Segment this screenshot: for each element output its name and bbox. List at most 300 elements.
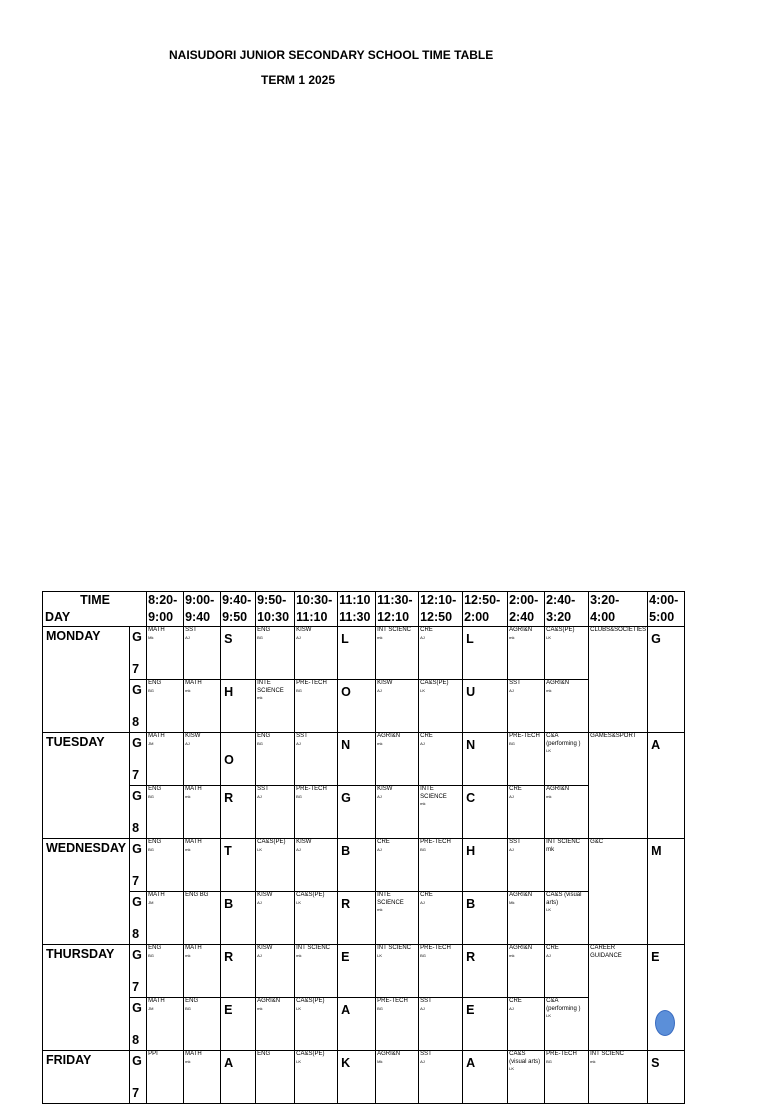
subject: PRE-TECH: [546, 1051, 577, 1057]
lunch-letter: B: [463, 892, 508, 945]
break-letter: K: [338, 1051, 376, 1104]
teacher-initials: LK: [546, 907, 552, 912]
lunch-letter: U: [463, 680, 508, 733]
subject: AGRI&N: [546, 786, 570, 792]
lunch-letter: A: [463, 1051, 508, 1104]
slot-end: 11:10: [296, 610, 328, 624]
subject: ENG: [148, 680, 162, 686]
teacher-initials: BG: [148, 846, 154, 852]
teacher-initials: LK: [546, 634, 552, 640]
grade-letter: G: [132, 948, 142, 962]
lesson-cell: [295, 733, 338, 786]
lesson-cell: [256, 627, 295, 680]
break-letter: L: [338, 627, 376, 680]
teacher-initials: AJ: [377, 846, 382, 852]
subject: ENG: [185, 998, 199, 1004]
subject: CRE: [377, 839, 390, 845]
subject: MATH: [185, 945, 202, 951]
grade-letter: G: [132, 736, 142, 750]
document-term: TERM 1 2025: [261, 73, 336, 87]
subject: ENG BG: [185, 892, 209, 898]
slot-end: 9:50: [222, 610, 248, 624]
teacher-initials: mk: [185, 846, 191, 852]
slot-end: 9:00: [148, 610, 174, 624]
break-letter: R: [338, 892, 376, 945]
time-slot-header: [338, 592, 376, 627]
slot-start: 11:10: [339, 593, 371, 607]
grade-number: 8: [132, 715, 140, 729]
subject: CA&S (visual arts): [509, 1051, 541, 1065]
teacher-initials: mk: [420, 801, 426, 806]
teacher-initials: mk: [185, 952, 191, 958]
teacher-initials: AJ: [185, 740, 190, 746]
lesson-cell: [419, 680, 463, 733]
time-slot-header: [508, 592, 545, 627]
teacher-initials: AJ: [377, 793, 382, 799]
teacher-initials: AJ: [420, 1058, 425, 1064]
time-label: TIME: [80, 593, 110, 607]
subject: KISW: [377, 786, 393, 792]
lesson-cell: [147, 680, 184, 733]
subject: CRE: [420, 733, 433, 739]
subject: AGRI&N: [509, 945, 533, 951]
break-letter: A: [221, 1051, 256, 1104]
teacher-initials: mk: [185, 1058, 191, 1064]
subject: PRE-TECH: [377, 998, 408, 1004]
lesson-cell: [545, 892, 589, 945]
teacher-initials: mk: [546, 793, 552, 799]
lesson-cell: [508, 892, 545, 945]
teacher-initials: AJ: [257, 952, 262, 958]
slot-start: 11:30-: [377, 593, 413, 607]
teacher-initials: JM: [148, 1005, 154, 1011]
day-row-g8: [43, 680, 685, 733]
teacher-initials: AJ: [420, 634, 425, 640]
slot-end: 12:10: [377, 610, 410, 624]
lesson-cell: [419, 786, 463, 839]
slot-start: 12:50-: [464, 593, 501, 607]
lesson-cell: [184, 627, 221, 680]
lesson-cell: [184, 945, 221, 998]
teacher-initials: mk: [546, 687, 552, 693]
subject: INT SCIENC: [296, 945, 331, 951]
time-slot-header: [147, 592, 184, 627]
time-slot-header: [648, 592, 685, 627]
slot-start: 3:20-: [590, 593, 620, 607]
lesson-cell: [184, 786, 221, 839]
subject: CA&S(PE): [420, 680, 449, 686]
grade-label: [130, 786, 147, 839]
time-slot-header: [419, 592, 463, 627]
lesson-cell: [295, 839, 338, 892]
header-row: [43, 592, 685, 627]
slot-start: 4:00-: [649, 593, 679, 607]
teacher-initials: mk: [509, 952, 515, 958]
lesson-cell: [376, 945, 419, 998]
lesson-cell: [508, 627, 545, 680]
slot-start: 2:40-: [546, 593, 576, 607]
break-letter: A: [338, 998, 376, 1051]
lesson-cell: [256, 892, 295, 945]
subject: ENG: [257, 627, 271, 633]
lesson-cell: [508, 998, 545, 1051]
subject: INTE SCIENCE: [420, 786, 447, 800]
subject: PPI: [148, 1051, 158, 1057]
teacher-initials: BG: [509, 740, 515, 746]
subject: ENG: [257, 1051, 271, 1057]
day-row-g8: [43, 998, 685, 1051]
teacher-initials: AJ: [509, 1005, 514, 1011]
lesson-cell: [419, 945, 463, 998]
day-row-g7: [43, 1051, 685, 1104]
day-row-g7: [43, 627, 685, 680]
break-letter: B: [338, 839, 376, 892]
teacher-initials: BG: [148, 793, 154, 799]
lesson-cell: [147, 892, 184, 945]
day-row-g8: [43, 892, 685, 945]
lunch-letter: E: [463, 998, 508, 1051]
grade-letter: G: [132, 1054, 142, 1068]
grade-number: 7: [132, 1086, 140, 1100]
games-letter: S: [648, 1051, 685, 1104]
lesson-cell: [376, 680, 419, 733]
subject: CA&S(PE): [257, 839, 286, 845]
lesson-cell: [508, 945, 545, 998]
teacher-initials: LK: [377, 952, 383, 958]
day-name: MONDAY: [43, 627, 130, 733]
teacher-initials: AJ: [296, 634, 301, 640]
lesson-cell: [508, 733, 545, 786]
teacher-initials: LK: [296, 1005, 302, 1011]
subject: INT SCIENC mk: [546, 839, 581, 853]
subject: AGRI&N: [377, 1051, 401, 1057]
activity-cell: [589, 839, 648, 945]
subject: KISW: [296, 627, 312, 633]
grade-number: 7: [132, 662, 140, 676]
teacher-initials: JM: [148, 740, 154, 746]
document-title: NAISUDORI JUNIOR SECONDARY SCHOOL TIME TABLE: [169, 48, 494, 62]
activity-cell: [589, 733, 648, 839]
lesson-cell: [545, 627, 589, 680]
grade-label: [130, 733, 147, 786]
lunch-letter: L: [463, 627, 508, 680]
activity: CLUBS&SOCIETIES: [590, 627, 647, 633]
subject: KISW: [377, 680, 393, 686]
lesson-cell: [184, 1051, 221, 1104]
teacher-initials: mk: [296, 952, 302, 958]
games-letter: E: [648, 945, 685, 1051]
activity-cell: [589, 945, 648, 1051]
teacher-initials: AJ: [185, 634, 190, 640]
teacher-initials: LK: [296, 1058, 302, 1064]
time-slot-header: [545, 592, 589, 627]
lesson-cell: [508, 839, 545, 892]
subject: CRE: [546, 945, 559, 951]
teacher-initials: JM: [148, 899, 154, 905]
subject: CRE: [420, 892, 433, 898]
teacher-initials: AJ: [509, 846, 514, 852]
lesson-cell: [419, 839, 463, 892]
lesson-cell: [147, 945, 184, 998]
teacher-initials: LK: [296, 899, 302, 905]
break-letter: R: [221, 945, 256, 998]
time-slot-header: [221, 592, 256, 627]
subject: SST: [420, 1051, 432, 1057]
lesson-cell: [508, 786, 545, 839]
lesson-cell: [508, 680, 545, 733]
lesson-cell: [184, 892, 221, 945]
teacher-initials: mk: [185, 793, 191, 799]
grade-number: 8: [132, 821, 140, 835]
lunch-letter: H: [463, 839, 508, 892]
teacher-initials: BG: [420, 952, 426, 958]
lesson-cell: [147, 786, 184, 839]
lesson-cell: [295, 892, 338, 945]
subject: C&A (performing ): [546, 998, 581, 1012]
grade-letter: G: [132, 895, 142, 909]
lesson-cell: [419, 733, 463, 786]
break-letter: S: [221, 627, 256, 680]
lesson-cell: [256, 733, 295, 786]
slot-start: 2:00-: [509, 593, 539, 607]
teacher-initials: Mk: [509, 899, 515, 905]
teacher-initials: BG: [148, 952, 154, 958]
lesson-cell: [295, 945, 338, 998]
teacher-initials: AJ: [420, 899, 425, 905]
lesson-cell: [184, 733, 221, 786]
teacher-initials: BG: [546, 1058, 552, 1064]
grade-label: [130, 998, 147, 1051]
subject: SST: [296, 733, 308, 739]
teacher-initials: BG: [185, 1005, 191, 1011]
lesson-cell: [545, 680, 589, 733]
day-name: THURSDAY: [43, 945, 130, 1051]
grade-letter: G: [132, 630, 142, 644]
slot-end: 10:30: [257, 610, 290, 624]
subject: PRE-TECH: [509, 733, 540, 739]
time-slot-header: [376, 592, 419, 627]
subject: ENG: [257, 733, 271, 739]
grade-label: [130, 945, 147, 998]
lesson-cell: [295, 627, 338, 680]
lesson-cell: [184, 680, 221, 733]
teacher-initials: mk: [185, 687, 191, 693]
subject: PRE-TECH: [296, 680, 327, 686]
lesson-cell: [419, 998, 463, 1051]
subject: AGRI&N: [546, 680, 570, 686]
lesson-cell: [508, 1051, 545, 1104]
subject: SST: [509, 680, 521, 686]
day-name: FRIDAY: [43, 1051, 130, 1104]
games-letter: M: [648, 839, 685, 945]
subject: C&A (performing ): [546, 733, 581, 747]
subject: ENG: [148, 839, 162, 845]
slot-start: 10:30-: [296, 593, 333, 607]
teacher-initials: mk: [377, 907, 383, 912]
slot-start: 12:10-: [420, 593, 457, 607]
lesson-cell: [295, 998, 338, 1051]
teacher-initials: mk: [257, 1005, 263, 1011]
teacher-initials: AJ: [296, 846, 301, 852]
subject: SST: [420, 998, 432, 1004]
time-slot-header: [184, 592, 221, 627]
subject: KISW: [257, 892, 273, 898]
subject: CA&S(PE): [296, 998, 325, 1004]
subject: MATH: [148, 892, 165, 898]
activity-cell: [589, 627, 648, 733]
day-name: TUESDAY: [43, 733, 130, 839]
lesson-cell: [376, 627, 419, 680]
teacher-initials: BG: [377, 1005, 383, 1011]
subject: AGRI&N: [377, 733, 401, 739]
subject: INT SCIENC: [377, 945, 412, 951]
teacher-initials: BG: [257, 740, 263, 746]
subject: AGRI&N: [509, 892, 533, 898]
break-letter: O: [338, 680, 376, 733]
slot-end: 2:40: [509, 610, 535, 624]
lesson-cell: [376, 839, 419, 892]
lesson-cell: [545, 1051, 589, 1104]
teacher-initials: LK: [546, 748, 552, 753]
subject: MATH: [148, 733, 165, 739]
lesson-cell: [147, 839, 184, 892]
time-slot-header: [589, 592, 648, 627]
teacher-initials: LK: [257, 846, 263, 852]
lunch-letter: R: [463, 945, 508, 998]
teacher-initials: LK: [546, 1013, 552, 1018]
grade-label: [130, 1051, 147, 1104]
lesson-cell: [184, 839, 221, 892]
subject: PRE-TECH: [420, 839, 451, 845]
lesson-cell: [419, 627, 463, 680]
grade-label: [130, 839, 147, 892]
lesson-cell: [147, 998, 184, 1051]
lesson-cell: [545, 839, 589, 892]
slot-end: 9:40: [185, 610, 211, 624]
teacher-initials: BG: [420, 846, 426, 852]
time-slot-header: [256, 592, 295, 627]
lesson-cell: [256, 998, 295, 1051]
lesson-cell: [256, 786, 295, 839]
break-letter: E: [221, 998, 256, 1051]
grade-label: [130, 892, 147, 945]
teacher-initials: AJ: [257, 899, 262, 905]
teacher-initials: AJ: [257, 793, 262, 799]
subject: AGRI&N: [257, 998, 281, 1004]
break-letter: E: [338, 945, 376, 998]
time-slot-header: [463, 592, 508, 627]
day-label: DAY: [45, 610, 71, 624]
subject: MATH: [148, 627, 165, 633]
subject: MATH: [185, 839, 202, 845]
subject: KISW: [185, 733, 201, 739]
subject: CRE: [420, 627, 433, 633]
games-letter: G: [648, 627, 685, 733]
subject: SST: [509, 839, 521, 845]
subject: INTE SCIENCE: [377, 892, 404, 906]
slot-end: 11:30: [339, 610, 371, 624]
teacher-initials: AJ: [420, 1005, 425, 1011]
time-slot-header: [295, 592, 338, 627]
lesson-cell: [419, 892, 463, 945]
day-name: WEDNESDAY: [43, 839, 130, 945]
subject: AGRI&N: [509, 627, 533, 633]
grade-label: [130, 627, 147, 680]
subject: CA&S(PE): [296, 892, 325, 898]
grade-letter: G: [132, 1001, 142, 1015]
lesson-cell: [376, 786, 419, 839]
teacher-initials: Mk: [377, 1058, 383, 1064]
break-letter: O: [221, 733, 256, 786]
lesson-cell: [147, 733, 184, 786]
lesson-cell: [256, 680, 295, 733]
activity-cell: [589, 1051, 648, 1104]
grade-letter: G: [132, 683, 142, 697]
grade-number: 7: [132, 768, 140, 782]
lesson-cell: [256, 1051, 295, 1104]
subject: CRE: [509, 786, 522, 792]
subject: MATH: [185, 680, 202, 686]
day-row-g7: [43, 733, 685, 786]
activity: CAREER GUIDANCE: [590, 945, 622, 959]
lunch-letter: C: [463, 786, 508, 839]
subject: PRE-TECH: [296, 786, 327, 792]
timetable-table: [42, 591, 685, 1104]
subject: INT SCIENC: [377, 627, 412, 633]
teacher-initials: AJ: [420, 740, 425, 746]
slot-end: 12:50: [420, 610, 453, 624]
activity: INT SCIENC: [590, 1051, 625, 1057]
teacher-initials: AJ: [509, 687, 514, 693]
teacher-initials: AJ: [546, 952, 551, 958]
subject: KISW: [257, 945, 273, 951]
teacher-initials: BG: [257, 634, 263, 640]
lesson-cell: [545, 945, 589, 998]
day-row-g7: [43, 945, 685, 998]
break-letter: R: [221, 786, 256, 839]
lesson-cell: [256, 839, 295, 892]
grade-letter: G: [132, 789, 142, 803]
lesson-cell: [295, 1051, 338, 1104]
teacher-initials: mk: [377, 634, 383, 640]
games-letter: A: [648, 733, 685, 839]
subject: SST: [257, 786, 269, 792]
lesson-cell: [545, 786, 589, 839]
break-letter: B: [221, 892, 256, 945]
subject: MATH: [148, 998, 165, 1004]
subject: CA&S(PE): [296, 1051, 325, 1057]
subject: CA&S(PE): [546, 627, 575, 633]
blue-shape: [655, 1010, 675, 1036]
teacher-initials: AJ: [296, 740, 301, 746]
grade-label: [130, 680, 147, 733]
lesson-cell: [295, 680, 338, 733]
lesson-cell: [376, 892, 419, 945]
slot-end: 5:00: [649, 610, 675, 624]
lesson-cell: [419, 1051, 463, 1104]
subject: SST: [185, 627, 197, 633]
lesson-cell: [147, 627, 184, 680]
teacher-initials: LK: [420, 687, 426, 693]
lunch-letter: N: [463, 733, 508, 786]
lesson-cell: [147, 1051, 184, 1104]
lesson-cell: [376, 733, 419, 786]
teacher-initials: AJ: [377, 687, 382, 693]
teacher-initials: mk: [257, 695, 263, 700]
lesson-cell: [376, 1051, 419, 1104]
day-row-g8: [43, 786, 685, 839]
teacher-initials: mk: [509, 634, 515, 640]
